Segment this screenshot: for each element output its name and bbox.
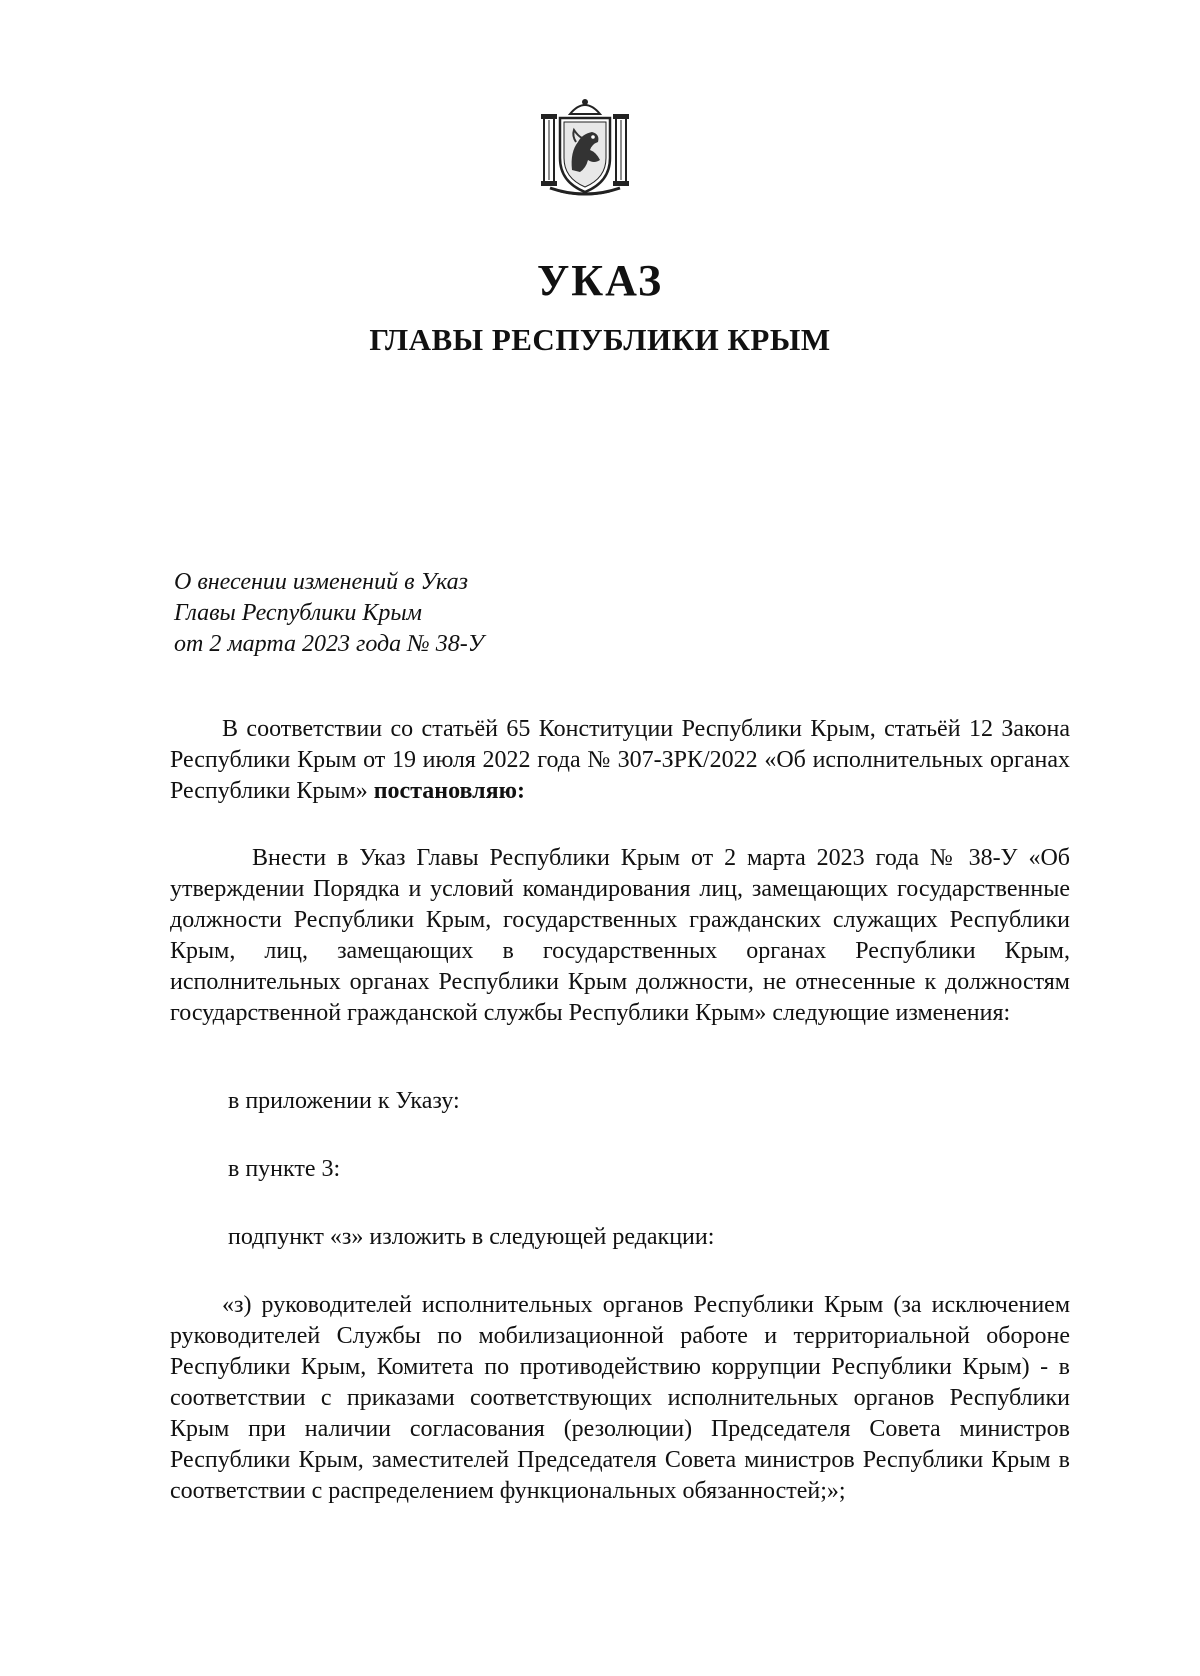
subject-line: Главы Республики Крым xyxy=(174,600,422,626)
preamble-paragraph xyxy=(170,714,1070,807)
point-item: в пункте 3: xyxy=(228,1156,341,1182)
preamble-decree-word: постановляю: xyxy=(373,778,525,804)
preamble-text: В соответствии со статьёй 65 Конституции Республики Крым, статьёй 12 Закона Республики Крым от 19 июля 2022 года № 307-ЗРК/2022 «Об исполнительных органах Республики Крым» xyxy=(170,716,1070,804)
document-subtitle: ГЛАВЫ РЕСПУБЛИКИ КРЫМ xyxy=(369,322,831,357)
subject-line: О внесении изменений в Указ xyxy=(174,569,469,595)
document-subject xyxy=(174,567,484,660)
decree-paragraph: Внести в Указ Главы Республики Крым от 2 марта 2023 года № 38-У «Об утверждении Порядка и условий командирования лиц, замещающих государственные должности Республики Крым, государственных гражданских служащих Республики Крым, лиц, замещающих в государственных органах Республики Крым, исполнительных органах Республики Крым должности, не отнесенные к должностям государственной гражданской службы Республики Крым» следующие изменения: xyxy=(170,845,1070,1026)
subpoint-item: подпункт «з» изложить в следующей редакции: xyxy=(228,1224,715,1250)
crimea-coat-of-arms-icon xyxy=(530,92,640,202)
subject-line: от 2 марта 2023 года № 38-У xyxy=(174,631,484,657)
document-title: УКАЗ xyxy=(536,256,664,305)
appendix-item: в приложении к Указу: xyxy=(228,1088,460,1114)
amendment-paragraph: «з) руководителей исполнительных органов Республики Крым (за исключением руководителей Службы по мобилизационной работе и территориальной обороне Республики Крым, Комитета по противодействию коррупции Республики Крым) - в соответствии с приказами соответствующих исполнительных органов Республики Крым при наличии согласования (резолюции) Председателя Совета министров Республики Крым, заместителей Председателя Совета министров Республики Крым в соответствии с распределением функциональных обязанностей;»; xyxy=(170,1292,1070,1504)
